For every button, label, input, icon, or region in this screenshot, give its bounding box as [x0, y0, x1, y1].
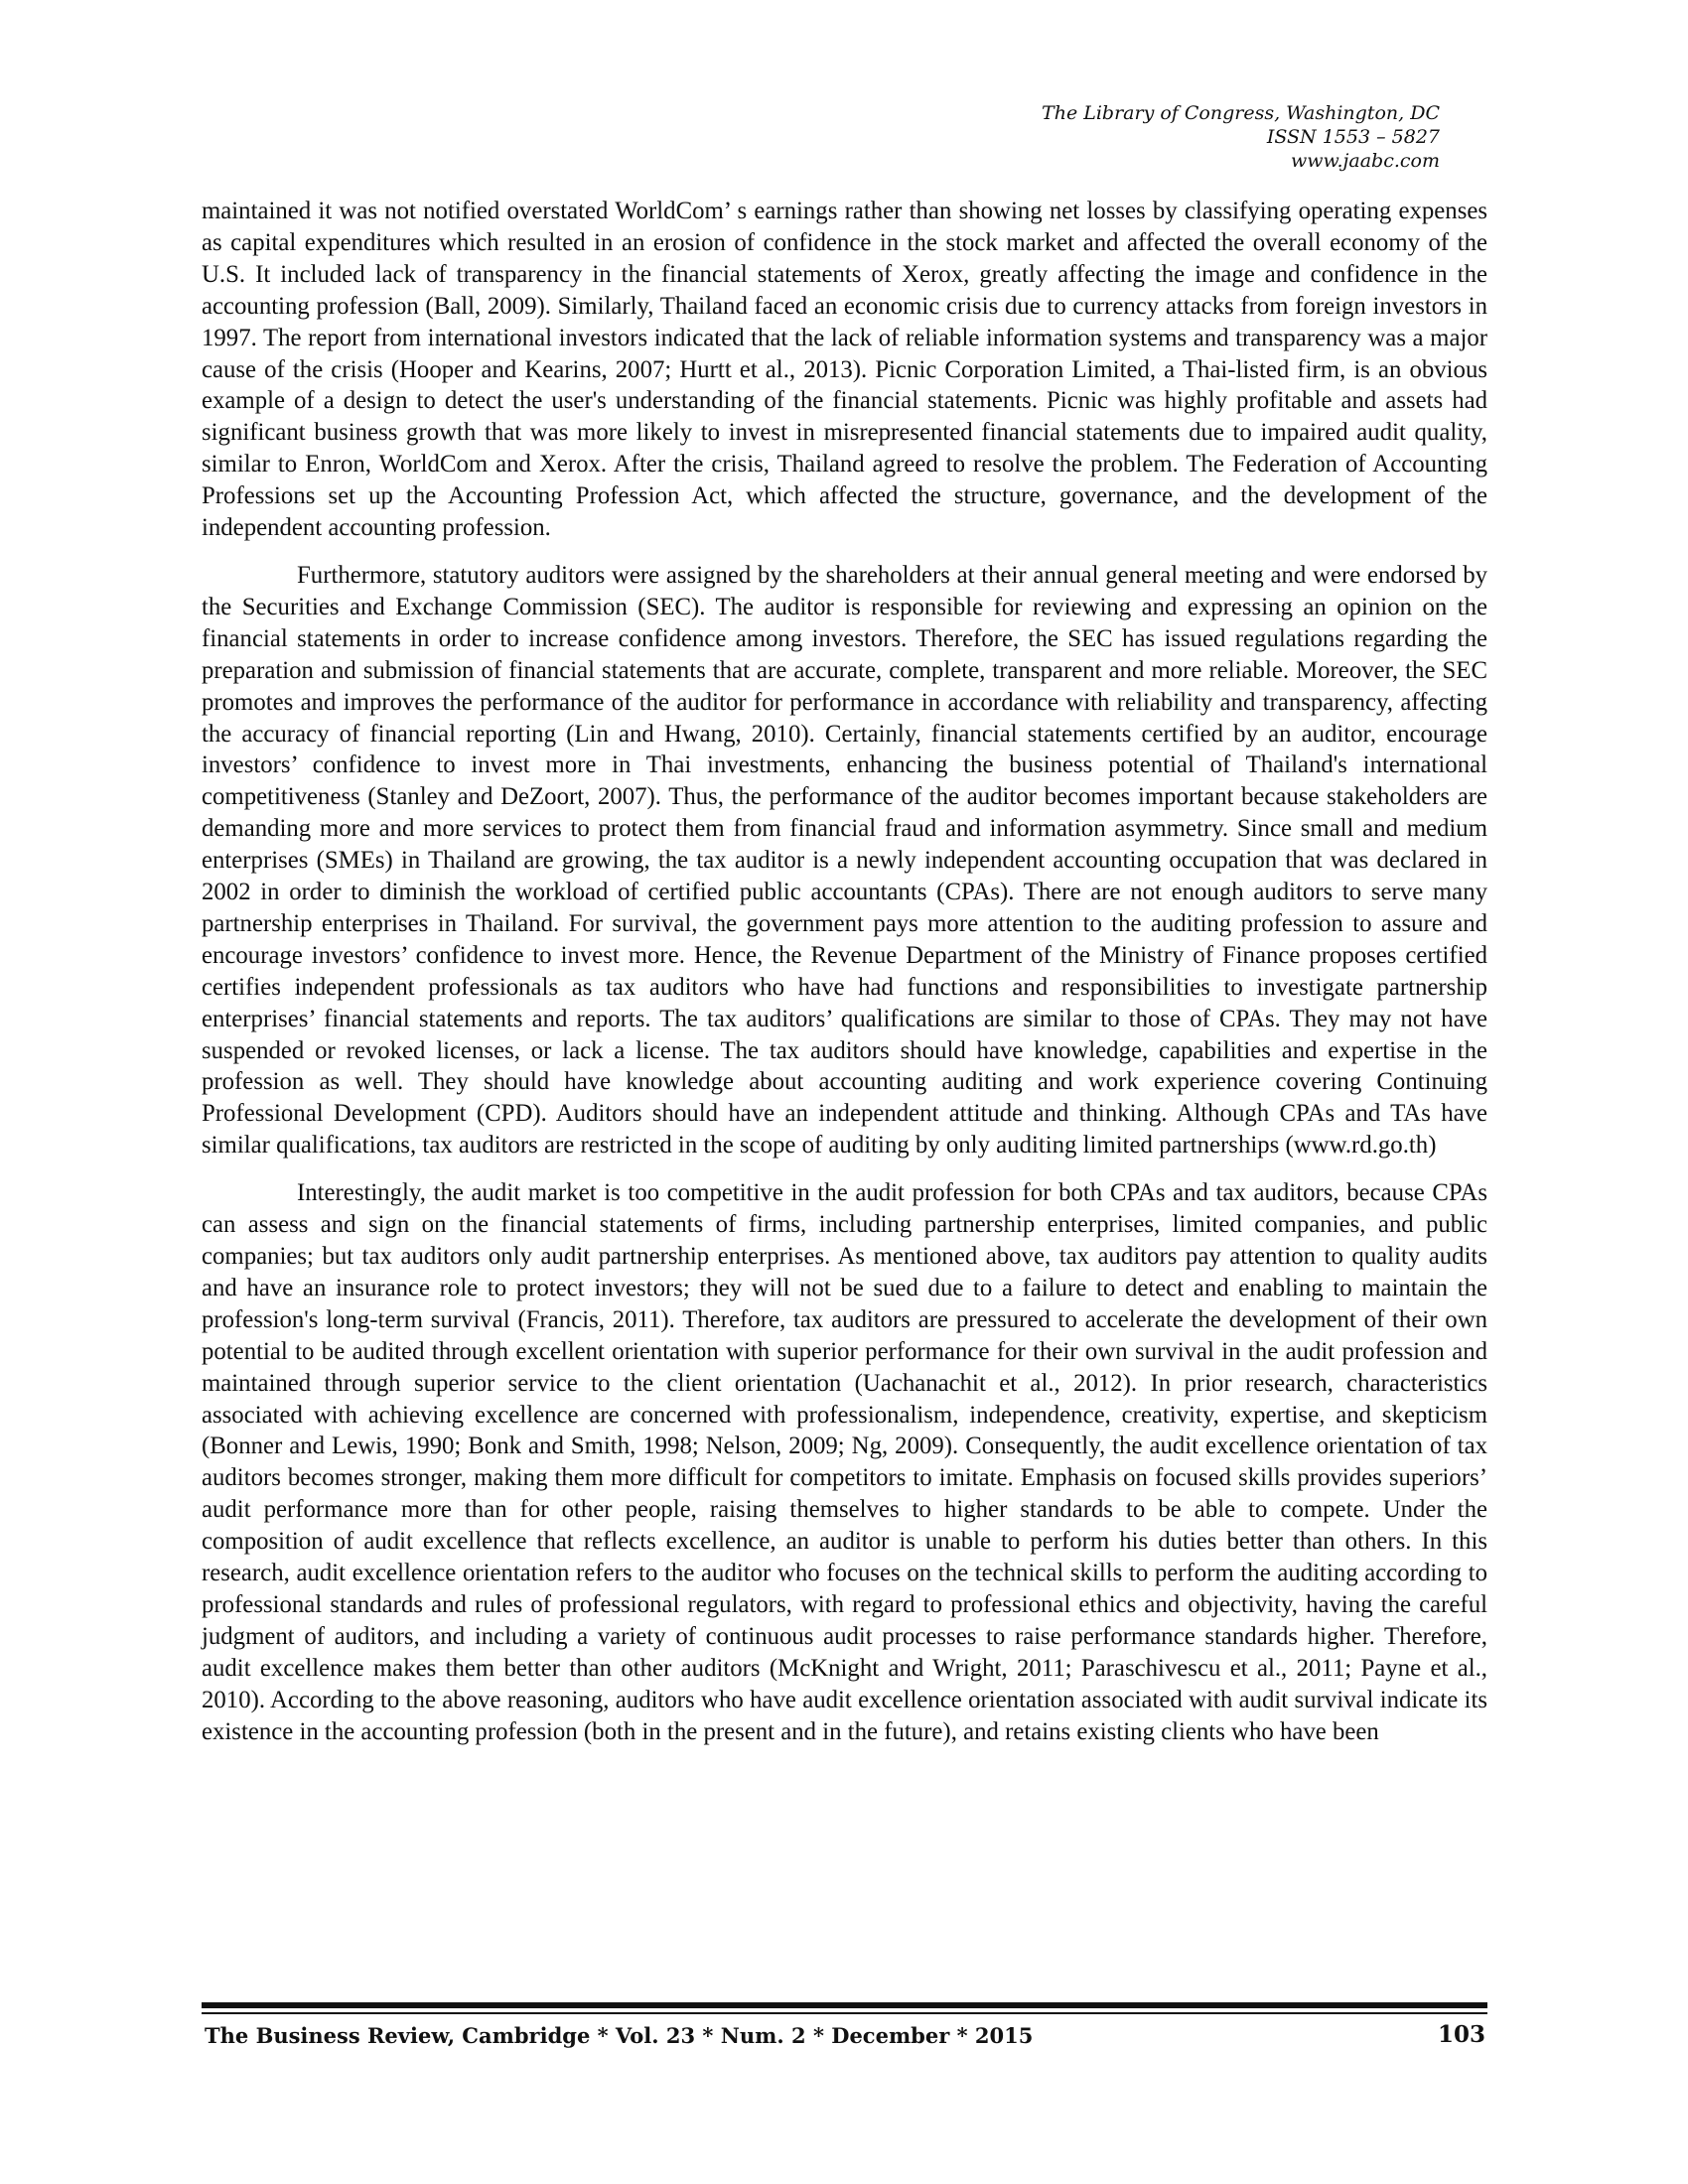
header-issn: ISSN 1553 – 5827: [1266, 126, 1440, 148]
paragraph-2: Furthermore, statutory auditors were assigned by the shareholders at their annual general meeting and were endorsed by the Securities and Exchange Commission (SEC). The auditor is responsible for reviewing and expressing an opinion on the financial statements in order to increase confidence among investors. Therefore, the SEC has issued regulations regarding the preparation and submission of financial statements that are accurate, complete, transparent and more reliable. Moreover, the SEC promotes and improves the performance of the auditor for performance in accordance with reliability and transparency, affecting the accuracy of financial reporting (Lin and Hwang, 2010). Certainly, financial statements certified by an auditor, encourage investors’ confidence to invest more in Thai investments, enhancing the business potential of Thailand's international competitiveness (Stanley and DeZoort, 2007). Thus, the performance of the auditor becomes important because stakeholders are demanding more and more services to protect them from financial fraud and information asymmetry. Since small and medium enterprises (SMEs) in Thailand are growing, the tax auditor is a newly independent accounting occupation that was declared in 2002 in order to diminish the workload of certified public accountants (CPAs). There are not enough auditors to serve many partnership enterprises in Thailand. For survival, the government pays more attention to the auditing profession to assure and encourage investors’ confidence to invest more. Hence, the Revenue Department of the Ministry of Finance proposes certified certifies independent professionals as tax auditors who have had functions and responsibilities to investigate partnership enterprises’ financial statements and reports. The tax auditors’ qualifications are similar to those of CPAs. They may not have suspended or revoked licenses, or lack a license. The tax auditors should have knowledge, capabilities and expertise in the profession as well. They should have knowledge about accounting auditing and work experience covering Continuing Professional Development (CPD). Auditors should have an independent attitude and thinking. Although CPAs and TAs have similar qualifications, tax auditors are restricted in the scope of auditing by only auditing limited partnerships (www.rd.go.th): [202, 561, 1487, 1160]
paragraph-3: Interestingly, the audit market is too competitive in the audit profession for both CPAs and tax auditors, because CPAs can assess and sign on the financial statements of firms, including partnership enterprises, limited companies, and public companies; but tax auditors only audit partnership enterprises. As mentioned above, tax auditors pay attention to quality audits and have an insurance role to protect investors; they will not be sued due to a failure to detect and enabling to maintain the profession's long-term survival (Francis, 2011). Therefore, tax auditors are pressured to accelerate the development of their own potential to be audited through excellent orientation with superior performance for their own survival in the audit profession and maintained through superior service to the client orientation (Uachanachit et al., 2012). In prior research, characteristics associated with achieving excellence are concerned with professionalism, independence, creativity, expertise, and skepticism (Bonner and Lewis, 1990; Bonk and Smith, 1998; Nelson, 2009; Ng, 2009). Consequently, the audit excellence orientation of tax auditors becomes stronger, making them more difficult for competitors to imitate. Emphasis on focused skills provides superiors’ audit performance more than for other people, raising themselves to higher standards to be able to compete. Under the composition of audit excellence that reflects excellence, an auditor is unable to perform his duties better than others. In this research, audit excellence orientation refers to the auditor who focuses on the technical skills to perform the auditing according to professional standards and rules of professional regulators, with regard to professional ethics and objectivity, having the careful judgment of auditors, and including a variety of continuous audit processes to raise performance standards higher. Therefore, audit excellence makes them better than other auditors (McKnight and Wright, 2011; Paraschivescu et al., 2011; Payne et al., 2010). According to the above reasoning, auditors who have audit excellence orientation associated with audit survival indicate its existence in the accounting profession (both in the present and in the future), and retains existing clients who have been: [202, 1179, 1487, 1745]
paragraph-1: maintained it was not notified overstated WorldCom’ s earnings rather than showing net losses by classifying operating expenses as capital expenditures which resulted in an erosion of confidence in the stock market and affected the overall economy of the U.S. It included lack of transparency in the financial statements of Xerox, greatly affecting the image and confidence in the accounting profession (Ball, 2009). Similarly, Thailand faced an economic crisis due to currency attacks from foreign investors in 1997. The report from international investors indicated that the lack of reliable information systems and transparency was a major cause of the crisis (Hooper and Kearins, 2007; Hurtt et al., 2013). Picnic Corporation Limited, a Thai-listed firm, is an obvious example of a design to detect the user's understanding of the financial statements. Picnic was highly profitable and assets had significant business growth that was more likely to invest in misrepresented financial statements due to impaired audit quality, similar to Enron, WorldCom and Xerox. After the crisis, Thailand agreed to resolve the problem. The Federation of Accounting Professions set up the Accounting Profession Act, which affected the structure, governance, and the development of the independent accounting profession.: [202, 198, 1487, 542]
journal-header: [1042, 101, 1440, 173]
footer-divider-thin: [202, 2012, 1487, 2014]
footer-divider-thick: [202, 2002, 1487, 2008]
article-body: [202, 196, 1487, 1764]
header-website: www.jaabc.com: [1290, 150, 1440, 172]
header-publisher: The Library of Congress, Washington, DC: [1042, 102, 1440, 124]
page-number: 103: [1437, 2021, 1485, 2048]
footer-journal-citation: The Business Review, Cambridge * Vol. 23 * Num. 2 * December * 2015: [205, 2023, 1034, 2048]
